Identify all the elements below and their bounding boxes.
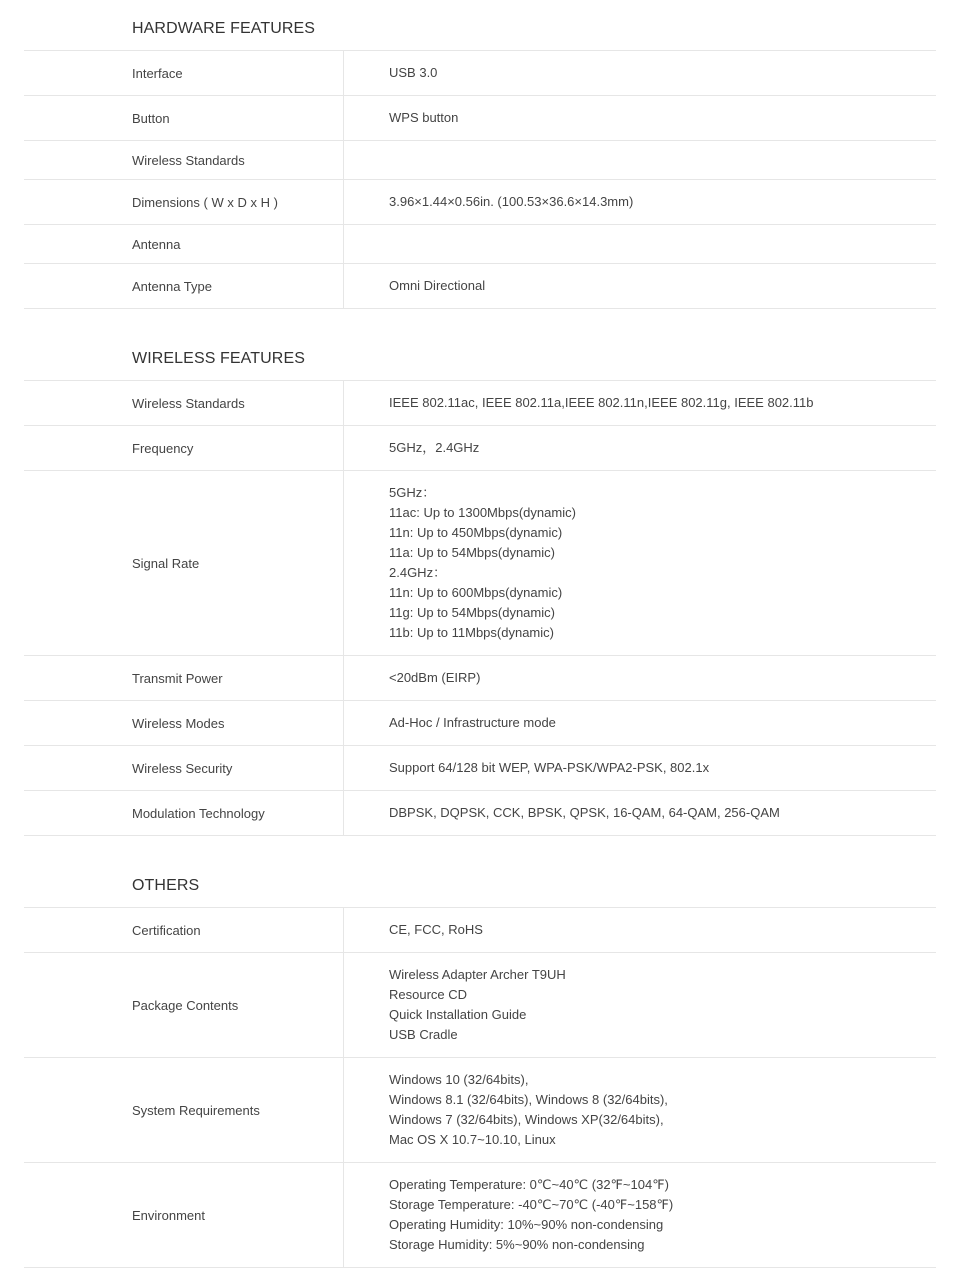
spec-row <box>24 1163 936 1268</box>
spec-value-line: USB 3.0 <box>389 65 438 80</box>
spec-value-line: Operating Temperature: 0℃~40℃ (32℉~104℉) <box>389 1177 669 1192</box>
spec-value <box>344 96 936 140</box>
section-heading: HARDWARE FEATURES <box>132 20 316 37</box>
spec-value-line: 11n: Up to 450Mbps(dynamic) <box>389 525 563 540</box>
spec-value-line: <20dBm (EIRP) <box>389 670 481 685</box>
spec-row <box>24 264 936 309</box>
spec-value <box>344 701 936 745</box>
spec-value-line: Wireless Adapter Archer T9UH <box>389 967 566 982</box>
spec-key: Wireless Modes <box>24 701 344 745</box>
spec-key: Button <box>24 96 344 140</box>
spec-value <box>344 471 936 655</box>
spec-value <box>344 51 936 95</box>
spec-value-line: 2.4GHz： <box>389 565 447 580</box>
spec-value-line: DBPSK, DQPSK, CCK, BPSK, QPSK, 16-QAM, 64-QAM, 256-QAM <box>389 805 780 820</box>
spec-value-line: Storage Temperature: -40℃~70℃ (-40℉~158℉) <box>389 1197 674 1212</box>
spec-value <box>344 1163 936 1267</box>
spec-value <box>344 953 936 1057</box>
spec-value-empty <box>344 225 936 263</box>
spec-row <box>24 701 936 746</box>
spec-row <box>24 791 936 836</box>
spec-row <box>24 471 936 656</box>
spec-value-line: Omni Directional <box>389 278 486 293</box>
spec-key: Modulation Technology <box>24 791 344 835</box>
spec-key: Wireless Security <box>24 746 344 790</box>
spec-value-line: Windows 8.1 (32/64bits), Windows 8 (32/64bits), <box>389 1092 668 1107</box>
spec-key: Frequency <box>24 426 344 470</box>
spec-row <box>24 225 936 264</box>
spec-row <box>24 746 936 791</box>
spec-value <box>344 908 936 952</box>
spec-value <box>344 180 936 224</box>
spec-value-line: 11b: Up to 11Mbps(dynamic) <box>389 625 554 640</box>
spec-value <box>344 381 936 425</box>
spec-value-line: Resource CD <box>389 987 468 1002</box>
spec-key: Interface <box>24 51 344 95</box>
section-hardware-features <box>0 0 960 309</box>
spec-value-line: Operating Humidity: 10%~90% non-condensing <box>389 1217 664 1232</box>
section-title-hardware <box>24 0 936 51</box>
spec-value <box>344 791 936 835</box>
spec-value-line: 11a: Up to 54Mbps(dynamic) <box>389 545 555 560</box>
spec-row <box>24 96 936 141</box>
section-heading: WIRELESS FEATURES <box>132 350 305 367</box>
spec-value-line: 5GHz： <box>389 485 436 500</box>
spec-value-line: 11ac: Up to 1300Mbps(dynamic) <box>389 505 576 520</box>
spec-row <box>24 51 936 96</box>
spec-value <box>344 656 936 700</box>
spec-key: Signal Rate <box>24 471 344 655</box>
spec-key: Certification <box>24 908 344 952</box>
section-wireless-features <box>0 330 960 836</box>
spec-value-line: Windows 7 (32/64bits), Windows XP(32/64bits), <box>389 1112 664 1127</box>
spec-value-line: 11g: Up to 54Mbps(dynamic) <box>389 605 555 620</box>
spec-value-line: 5GHz，2.4GHz <box>389 440 480 455</box>
section-title-wireless <box>24 330 936 381</box>
spec-row <box>24 141 936 180</box>
spec-value-line: Support 64/128 bit WEP, WPA-PSK/WPA2-PSK, 802.1x <box>389 760 710 775</box>
section-title-others <box>24 857 936 908</box>
section-others <box>0 857 960 1268</box>
spec-value-line: CE, FCC, RoHS <box>389 922 483 937</box>
spec-row <box>24 180 936 225</box>
spec-row <box>24 426 936 471</box>
spec-row <box>24 953 936 1058</box>
spec-key: Transmit Power <box>24 656 344 700</box>
spec-key: Package Contents <box>24 953 344 1057</box>
spec-row <box>24 381 936 426</box>
spec-key: Dimensions ( W x D x H ) <box>24 180 344 224</box>
spec-key: Wireless Standards <box>24 141 344 179</box>
spec-value <box>344 1058 936 1162</box>
spec-value-empty <box>344 141 936 179</box>
spec-value <box>344 426 936 470</box>
spec-key: Environment <box>24 1163 344 1267</box>
spec-row <box>24 1058 936 1163</box>
spec-key: Wireless Standards <box>24 381 344 425</box>
spec-value-line: Storage Humidity: 5%~90% non-condensing <box>389 1237 645 1252</box>
spec-row <box>24 908 936 953</box>
spec-row <box>24 656 936 701</box>
spec-key: Antenna <box>24 225 344 263</box>
spec-value-line: WPS button <box>389 110 459 125</box>
spec-value-line: Ad-Hoc / Infrastructure mode <box>389 715 556 730</box>
spec-key: Antenna Type <box>24 264 344 308</box>
spec-value-line: Windows 10 (32/64bits), <box>389 1072 529 1087</box>
spec-value-line: IEEE 802.11ac, IEEE 802.11a,IEEE 802.11n,IEEE 802.11g, IEEE 802.11b <box>389 395 814 410</box>
spec-value-line: 11n: Up to 600Mbps(dynamic) <box>389 585 563 600</box>
spec-value-line: Mac OS X 10.7~10.10, Linux <box>389 1132 556 1147</box>
spec-value <box>344 264 936 308</box>
spec-value-line: USB Cradle <box>389 1027 458 1042</box>
spec-key: System Requirements <box>24 1058 344 1162</box>
spec-value-line: Quick Installation Guide <box>389 1007 527 1022</box>
spec-value-line: 3.96×1.44×0.56in. (100.53×36.6×14.3mm) <box>389 194 634 209</box>
section-heading: OTHERS <box>132 877 200 894</box>
spec-value <box>344 746 936 790</box>
